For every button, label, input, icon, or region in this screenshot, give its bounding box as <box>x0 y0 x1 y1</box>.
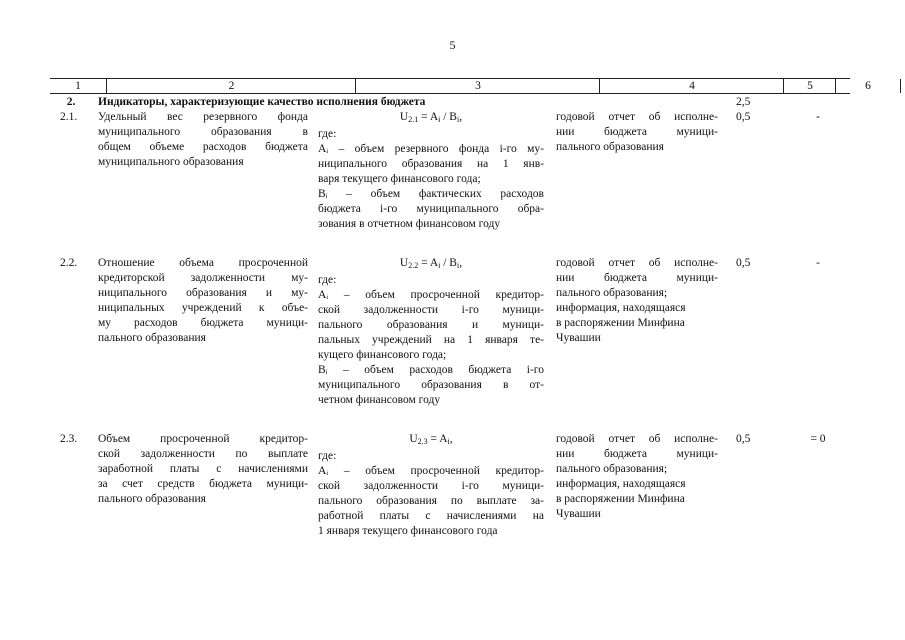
formula: $U_{2.1} = A_i / B_i$, <box>399 111 463 124</box>
row-number: 2.1. <box>60 111 78 123</box>
header-col-6: 6 <box>835 79 901 93</box>
formula: $U_{2.3} = A_i$, <box>409 433 453 446</box>
indicator-line: Объем просроченной кредитор- <box>98 433 308 445</box>
formula-cell <box>318 256 544 408</box>
formula-where: где: <box>318 128 337 140</box>
source-line: годовой отчет об исполне- <box>556 433 718 445</box>
indicator-line: пального образования <box>98 332 206 344</box>
formula-desc-line: 1 января текущего финансового года <box>318 525 498 537</box>
section-number: 2. <box>66 96 76 108</box>
weight: 0,5 <box>736 111 751 123</box>
formula-desc-line: Aᵢ – объем просроченной кредитор- <box>318 465 544 477</box>
source-line: нии бюджета муници- <box>556 272 718 284</box>
data-source <box>556 432 718 522</box>
indicator-line: муниципального образования <box>98 156 244 168</box>
indicator-line: общем объеме расходов бюджета <box>98 141 308 153</box>
table-header <box>50 78 871 94</box>
section-weight: 2,5 <box>736 96 751 108</box>
data-source <box>556 110 718 155</box>
indicator-name <box>98 110 308 170</box>
formula-desc-line: бюджета i-го муниципального обра- <box>318 203 544 215</box>
formula-where: где: <box>318 450 337 462</box>
indicator-line: Отношение объема просроченной <box>98 257 308 269</box>
source-line: Чувашии <box>556 332 601 344</box>
source-line: Чувашии <box>556 508 601 520</box>
indicator-name <box>98 256 308 346</box>
source-line: нии бюджета муници- <box>556 126 718 138</box>
indicator-line: Удельный вес резервного фонда <box>98 111 308 123</box>
formula: $U_{2.2} = A_i / B_i$, <box>399 257 463 270</box>
formula-desc-line: четном финансовом году <box>318 394 441 406</box>
data-source <box>556 256 718 346</box>
formula-desc-line: ской задолженности i-го муници- <box>318 480 544 492</box>
formula-desc-line: Bᵢ – объем расходов бюджета i-го <box>318 364 544 376</box>
row-number: 2.3. <box>60 433 78 445</box>
header-col-5: 5 <box>783 79 836 93</box>
source-line: в распоряжении Минфина <box>556 317 685 329</box>
source-line: нии бюджета муници- <box>556 448 718 460</box>
indicator-line: заработной платы с начислениями <box>98 463 308 475</box>
indicator-line: за счет средств бюджета муници- <box>98 478 308 490</box>
formula-desc-line: ской задолженности i-го муници- <box>318 304 544 316</box>
threshold: - <box>816 257 820 269</box>
formula-desc-line: работной платы с начислениями на <box>318 510 544 522</box>
source-line: пального образования <box>556 141 664 153</box>
header-col-1: 1 <box>75 80 81 92</box>
formula-desc-line: зования в отчетном финансовом году <box>318 218 501 230</box>
indicator-line: муниципального образования в <box>98 126 308 138</box>
header-col-3: 3 <box>355 79 600 93</box>
indicator-line: пального образования <box>98 493 206 505</box>
source-line: годовой отчет об исполне- <box>556 257 718 269</box>
formula-desc-line: варя текущего финансового года; <box>318 173 481 185</box>
source-line: информация, находящаяся <box>556 302 686 314</box>
formula-desc-line: кущего финансового года; <box>318 349 447 361</box>
formula-where: где: <box>318 274 337 286</box>
formula-desc-line: муниципального образования в от- <box>318 379 544 391</box>
page-number: 5 <box>449 38 456 52</box>
formula-desc-line: пального образования и муници- <box>318 319 544 331</box>
formula-cell <box>318 110 544 232</box>
source-line: информация, находящаяся <box>556 478 686 490</box>
weight: 0,5 <box>736 257 751 269</box>
section-title: Индикаторы, характеризующие качество исполнения бюджета <box>98 96 426 108</box>
indicator-line: кредиторской задолженности му- <box>98 272 308 284</box>
indicator-name <box>98 432 308 507</box>
formula-desc-line: пального образования по выплате за- <box>318 495 544 507</box>
header-col-2: 2 <box>106 79 356 93</box>
threshold: - <box>816 111 820 123</box>
indicator-line: ской задолженности по выплате <box>98 448 308 460</box>
source-line: пального образования; <box>556 463 668 475</box>
formula-desc-line: Aᵢ – объем резервного фонда i-го му- <box>318 143 544 155</box>
source-line: пального образования; <box>556 287 668 299</box>
threshold: = 0 <box>810 433 826 445</box>
source-line: в распоряжении Минфина <box>556 493 685 505</box>
indicator-line: ниципальных учреждений к объе- <box>98 302 308 314</box>
weight: 0,5 <box>736 433 751 445</box>
indicator-line: му расходов бюджета муници- <box>98 317 308 329</box>
source-line: годовой отчет об исполне- <box>556 111 718 123</box>
indicator-line: ниципального образования и му- <box>98 287 308 299</box>
formula-desc-line: Bᵢ – объем фактических расходов <box>318 188 544 200</box>
row-number: 2.2. <box>60 257 78 269</box>
formula-desc-line: пальных учреждений на 1 января те- <box>318 334 544 346</box>
formula-cell <box>318 432 544 539</box>
formula-desc-line: ниципального образования на 1 янв- <box>318 158 544 170</box>
formula-desc-line: Aᵢ – объем просроченной кредитор- <box>318 289 544 301</box>
header-col-4: 4 <box>599 79 784 93</box>
